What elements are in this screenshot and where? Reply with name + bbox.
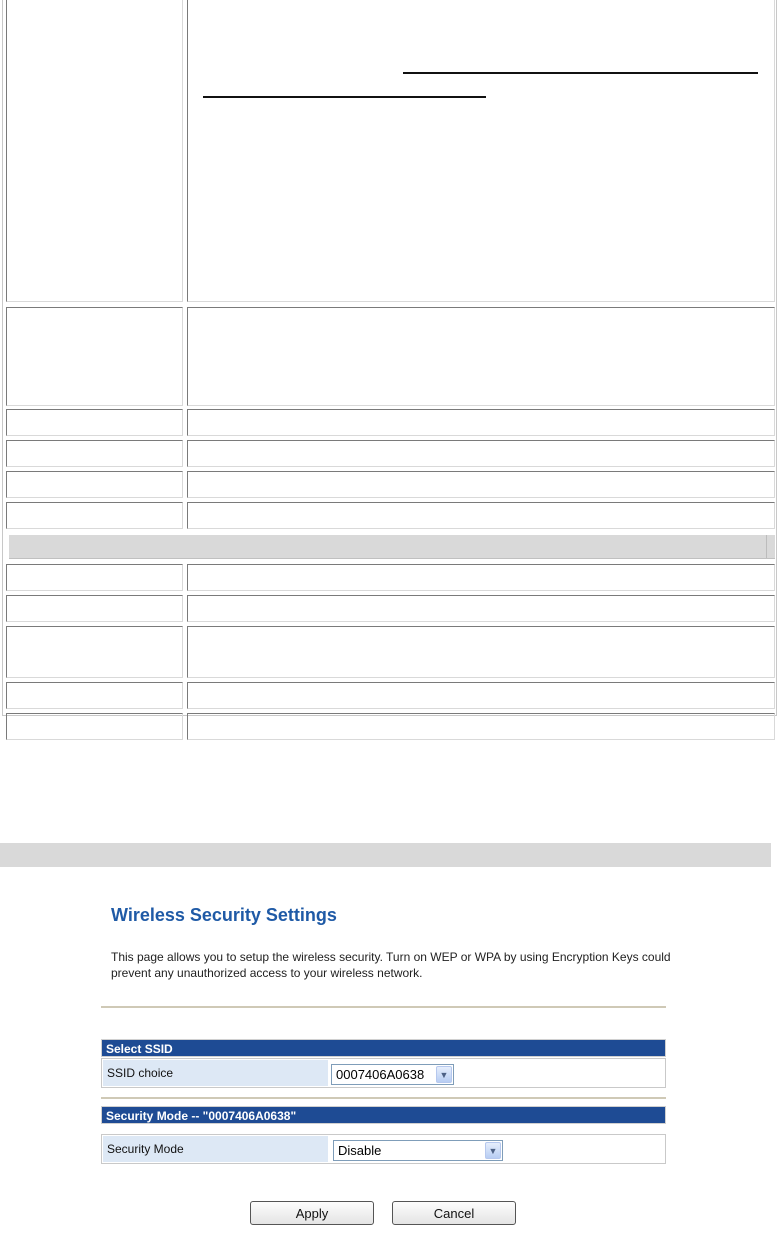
apply-button[interactable]: Apply [250, 1201, 374, 1225]
security-mode-label: Security Mode [103, 1136, 328, 1162]
table-cell-description [187, 471, 775, 498]
table-cell-label [6, 682, 183, 709]
table-cell-label [6, 626, 183, 678]
ssid-choice-row [101, 1058, 666, 1088]
table-row [6, 409, 775, 436]
section-header-bar [0, 843, 771, 867]
table-cell-description [187, 595, 775, 622]
table-cell-label [6, 564, 183, 591]
table-cell-description [187, 713, 775, 740]
table-row [6, 0, 775, 302]
ssid-choice-select[interactable] [331, 1064, 454, 1085]
select-ssid-header: Select SSID [101, 1039, 666, 1057]
table-row [6, 564, 775, 591]
table-cell-description [187, 626, 775, 678]
chevron-down-icon[interactable]: ▼ [436, 1066, 452, 1083]
table-row [6, 626, 775, 678]
table-row [6, 307, 775, 406]
underline-mark [203, 96, 486, 98]
security-mode-selected-value: Disable [338, 1143, 382, 1158]
ssid-choice-selected-value: 0007406A0638 [336, 1067, 425, 1082]
table-row [6, 440, 775, 467]
table-cell-label [6, 307, 183, 406]
table-row [6, 713, 775, 740]
table-row [6, 502, 775, 529]
document-table [2, 0, 777, 716]
security-mode-row [101, 1134, 666, 1164]
table-row [6, 595, 775, 622]
divider [101, 1097, 666, 1099]
table-cell-label [6, 595, 183, 622]
security-mode-select[interactable] [333, 1140, 503, 1161]
table-row [6, 682, 775, 709]
cancel-button[interactable]: Cancel [392, 1201, 516, 1225]
underline-mark [403, 72, 758, 74]
page-description: This page allows you to setup the wireless security. Turn on WEP or WPA by using Encryption Keys could prevent any unauthorized access to your wireless network. [111, 950, 671, 980]
table-cell-description [187, 564, 775, 591]
security-mode-value-cell [331, 1136, 664, 1162]
ssid-choice-value-cell [331, 1060, 664, 1086]
table-cell-description [187, 440, 775, 467]
table-cell-description [187, 409, 775, 436]
table-cell-description [187, 502, 775, 529]
table-cell-description [187, 0, 775, 302]
table-row [6, 471, 775, 498]
security-mode-header: Security Mode -- "0007406A0638" [101, 1106, 666, 1124]
ssid-choice-label: SSID choice [103, 1060, 328, 1086]
table-cell-label [6, 409, 183, 436]
table-cell-label [6, 502, 183, 529]
table-cell-label [6, 713, 183, 740]
table-cell-label [6, 471, 183, 498]
table-section-band [9, 535, 775, 559]
page-title: Wireless Security Settings [111, 905, 337, 925]
table-cell-description [187, 682, 775, 709]
divider [101, 1006, 666, 1008]
table-cell-description [187, 307, 775, 406]
table-cell-label [6, 440, 183, 467]
table-cell-label [6, 0, 183, 302]
chevron-down-icon[interactable]: ▼ [485, 1142, 501, 1159]
